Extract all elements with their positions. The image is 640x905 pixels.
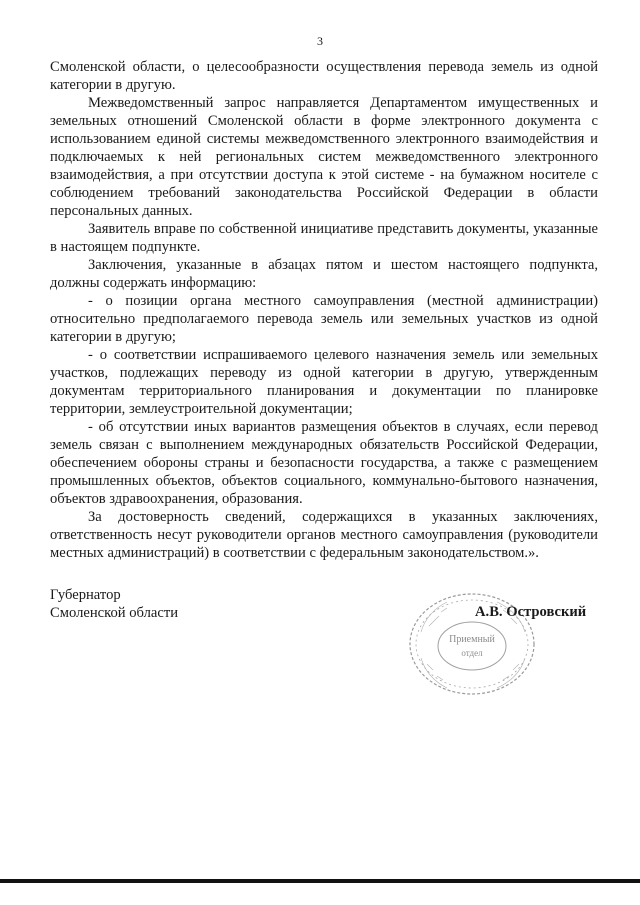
signature-block [50,586,178,622]
paragraph-7: - об отсутствии иных вариантов размещения объектов в случаях, если перевод земель связан с выполнением международных обязательств Российской Федерации, обеспечением обороны страны и безопасности государства, а также с размещением промышленных объектов, объектов социального, коммунально-бытового назначения, объектов здравоохранения, образования. [50,419,598,507]
page-number: 3 [317,34,323,48]
paragraph-5: - о позиции органа местного самоуправления (местной администрации) относительно предполагаемого перевода земель или земельных участков из одной категории в другую; [50,293,598,345]
signer-title-line2: Смоленской области [50,605,179,621]
bottom-rule [0,879,640,883]
paragraph-8: За достоверность сведений, содержащихся в указанных заключениях, ответственность несут руководители органов местного самоуправления (руководители местных администраций) в соответствии с федеральным законодательством.». [50,509,598,561]
paragraph-3: Заявитель вправе по собственной инициативе представить документы, указанные в настоящем подпункте. [50,221,598,255]
seal-inner-text-line1: Приемный [449,634,495,645]
seal-inner-text-line2: отдел [461,648,483,658]
paragraph-6: - о соответствии испрашиваемого целевого назначения земель или земельных участков, подлежащих переводу из одной категории в другую, утвержденным документам территориального планирования и документации по планировке территории, землеустроительной документации; [50,347,598,417]
paragraph-1: Смоленской области, о целесообразности осуществления перевода земель из одной категории в другую. [50,59,598,93]
paragraph-4: Заключения, указанные в абзацах пятом и шестом настоящего подпункта, должны содержать информацию: [50,257,598,291]
paragraph-2: Межведомственный запрос направляется Департаментом имущественных и земельных отношений Смоленской области в форме электронного документа с использованием единой системы межведомственного электронного взаимодействия и подключаемых к ней региональных систем межведомственного электронного взаимодействия, а при отсутствии доступа к этой системе - на бумажном носителе с соблюдением требований законодательства Российской Федерации в области персональных данных. [50,95,598,219]
signer-title-line1: Губернатор [50,587,121,603]
signer-name: А.В. Островский [475,604,587,620]
document-body [50,58,598,562]
